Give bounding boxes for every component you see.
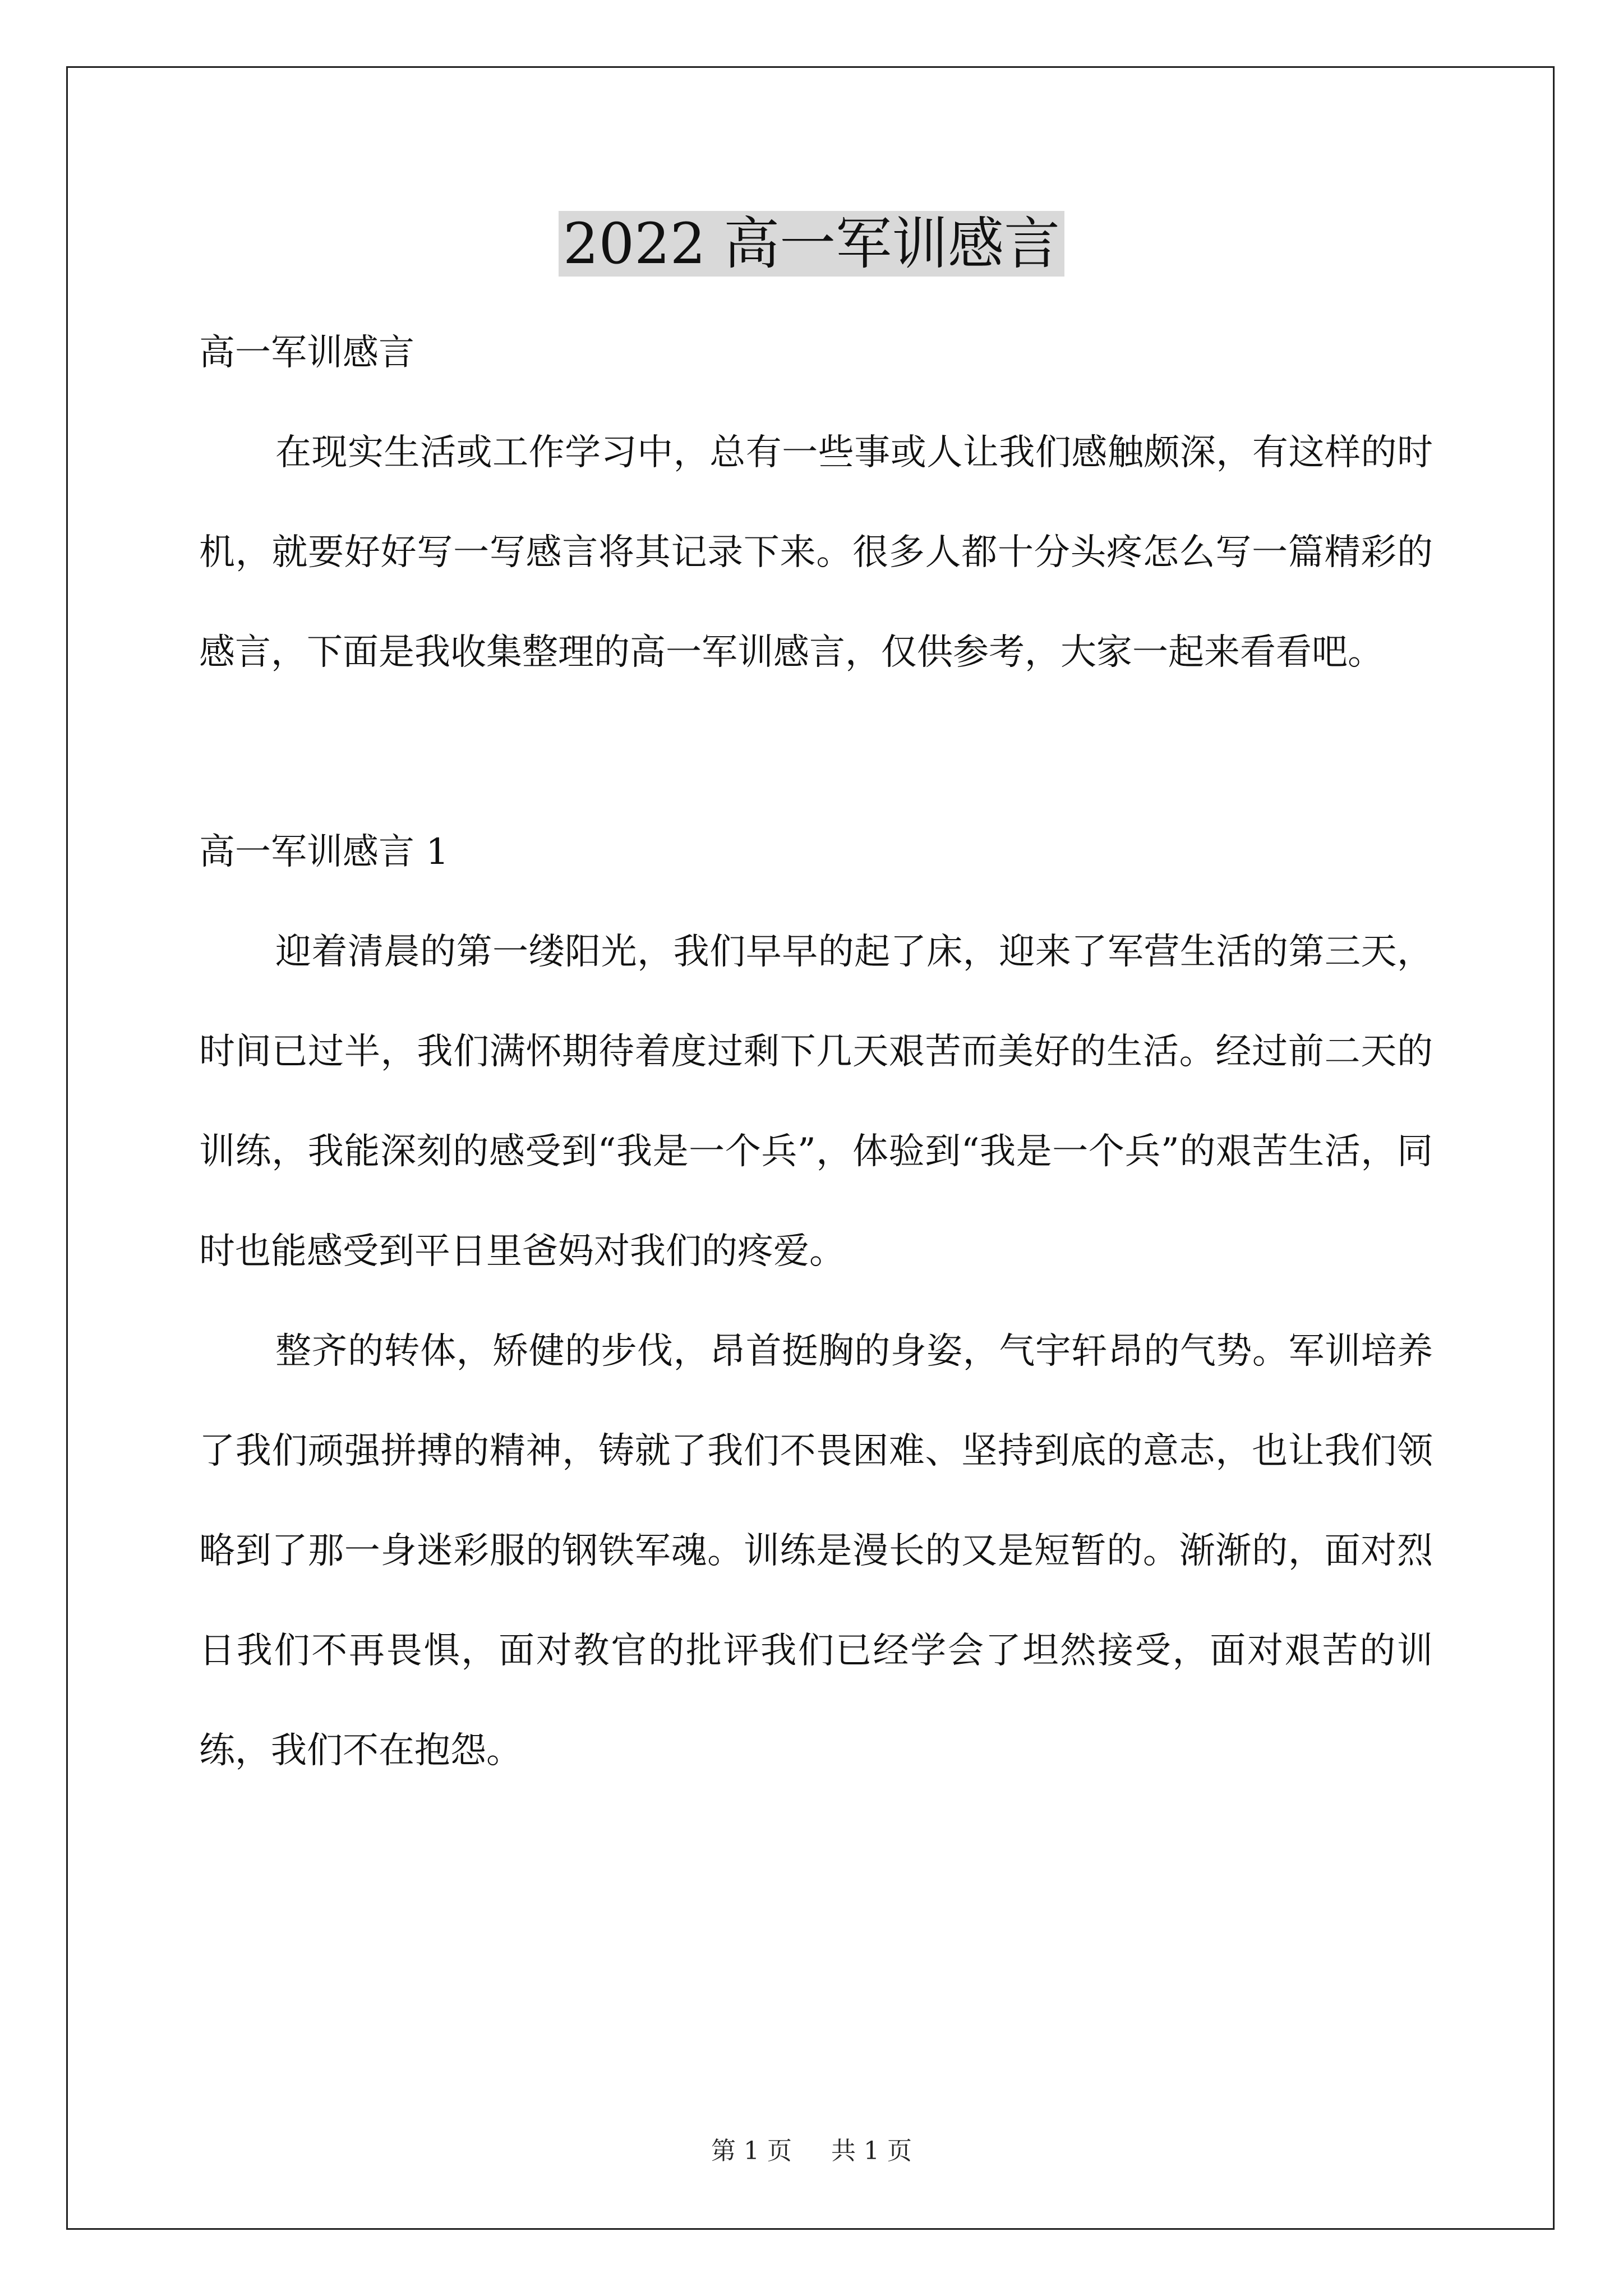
body-paragraph: 迎着清晨的第一缕阳光，我们早早的起了床，迎来了军营生活的第三天，时间已过半，我们满怀期待着度过剩下几天艰苦而美好的生活。经过前二天的训练，我能深刻的感受到“我是一个兵”，体验到“我是一个兵”的艰苦生活，同时也能感受到平日里爸妈对我们的疼爱。 [199, 931, 1433, 1272]
document-title-block [0, 208, 1623, 280]
body-paragraph: 整齐的转体，矫健的步伐，昂首挺胸的身姿，气宇轩昂的气势。军训培养了我们顽强拼搏的精神，铸就了我们不畏困难、坚持到底的意志，也让我们领略到了那一身迷彩服的钢铁军魂。训练是漫长的又是短暂的。渐渐的，面对烈日我们不再畏惧，面对教官的批评我们已经学会了坦然接受，面对艰苦的训练，我们不在抱怨。 [199, 1331, 1433, 1772]
page-number-total: 共 1 页 [831, 2137, 912, 2165]
intro-paragraph: 在现实生活或工作学习中，总有一些事或人让我们感触颇深，有这样的时机，就要好好写一写感言将其记录下来。很多人都十分头疼怎么写一篇精彩的感言，下面是我收集整理的高一军训感言，仅供参考，大家一起来看看吧。 [199, 432, 1433, 673]
section-heading: 高一军训感言 1 [199, 831, 449, 873]
document-heading: 高一军训感言 [199, 332, 414, 374]
document-title: 2022 高一军训感言 [559, 211, 1064, 277]
page-number-current: 第 1 页 [711, 2137, 792, 2165]
section-spacer [199, 702, 1433, 802]
document-body [199, 303, 1433, 1801]
page-footer [0, 2134, 1623, 2168]
